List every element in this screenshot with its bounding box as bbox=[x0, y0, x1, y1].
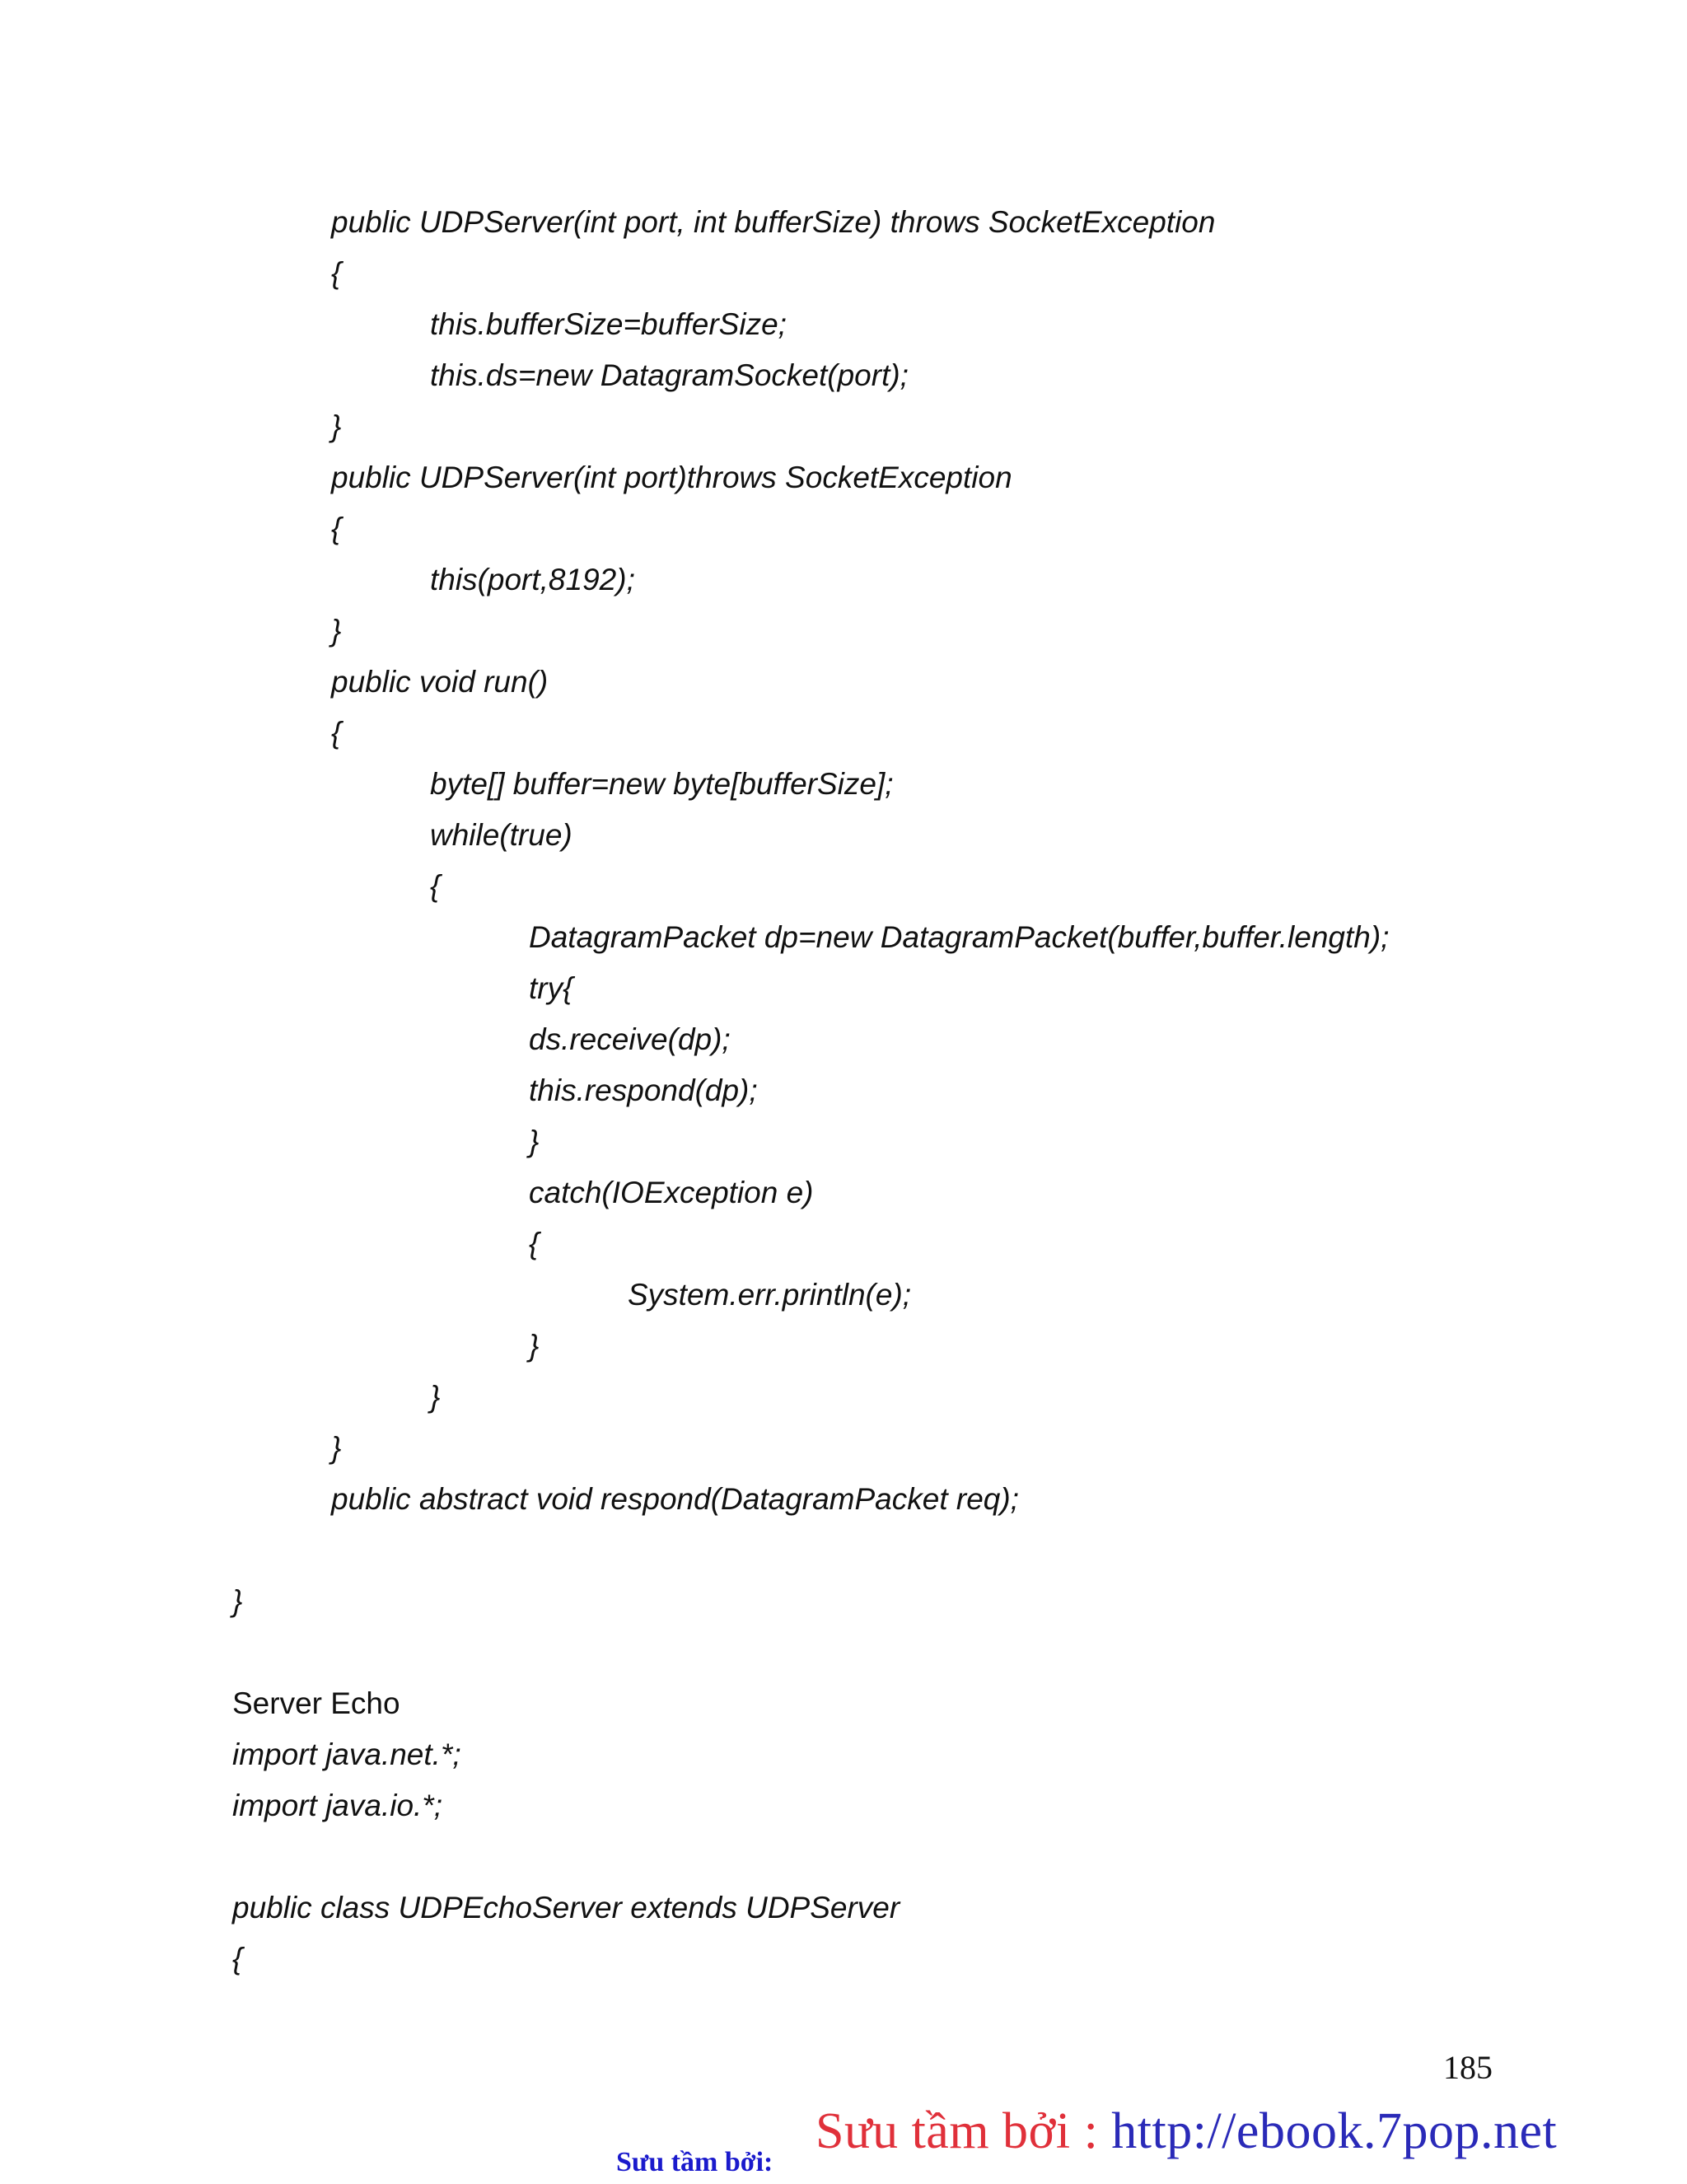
code-line: } bbox=[529, 1329, 540, 1363]
code-line: this.ds=new DatagramSocket(port); bbox=[430, 358, 909, 392]
code-line: public abstract void respond(DatagramPacket req); bbox=[331, 1482, 1019, 1516]
code-line: } bbox=[232, 1584, 243, 1618]
code-line: } bbox=[529, 1125, 540, 1158]
code-line: this.respond(dp); bbox=[529, 1073, 758, 1107]
code-line: { bbox=[331, 512, 342, 545]
code-line: public void run() bbox=[331, 665, 549, 699]
code-line: DatagramPacket dp=new DatagramPacket(buffer,buffer.length); bbox=[529, 920, 1390, 954]
watermark-prefix: Sưu tầm bởi : bbox=[815, 2103, 1112, 2159]
code-line: catch(IOException e) bbox=[529, 1176, 814, 1209]
watermark-logo bbox=[815, 2102, 1557, 2161]
code-line: { bbox=[331, 256, 342, 290]
code-line: } bbox=[430, 1380, 441, 1414]
code-line: } bbox=[331, 614, 342, 648]
code-line: public UDPServer(int port, int bufferSize) throws SocketException bbox=[331, 205, 1216, 239]
code-line: } bbox=[331, 1431, 342, 1465]
code-line: { bbox=[232, 1942, 243, 1976]
code-line: this(port,8192); bbox=[430, 563, 635, 596]
section-heading: Server Echo bbox=[232, 1686, 400, 1720]
code-line: this.bufferSize=bufferSize; bbox=[430, 307, 787, 341]
code-line: { bbox=[430, 869, 441, 903]
code-line: public UDPServer(int port)throws SocketException bbox=[331, 461, 1012, 494]
code-line: System.err.println(e); bbox=[628, 1278, 912, 1312]
watermark-url: http://ebook.7pop.net bbox=[1111, 2103, 1558, 2159]
code-line: import java.io.*; bbox=[232, 1789, 442, 1822]
code-line: byte[] buffer=new byte[bufferSize]; bbox=[430, 767, 894, 801]
code-line: { bbox=[529, 1227, 540, 1260]
code-line: while(true) bbox=[430, 818, 572, 852]
code-line: ds.receive(dp); bbox=[529, 1022, 731, 1056]
code-line: try{ bbox=[529, 971, 573, 1005]
code-line: } bbox=[331, 409, 342, 443]
code-line: import java.net.*; bbox=[232, 1737, 461, 1771]
page-number: 185 bbox=[1443, 2049, 1493, 2086]
code-line: public class UDPEchoServer extends UDPServer bbox=[232, 1891, 900, 1924]
code-line: { bbox=[331, 716, 342, 750]
collected-by-label: Sưu tầm bởi: bbox=[616, 2147, 773, 2177]
